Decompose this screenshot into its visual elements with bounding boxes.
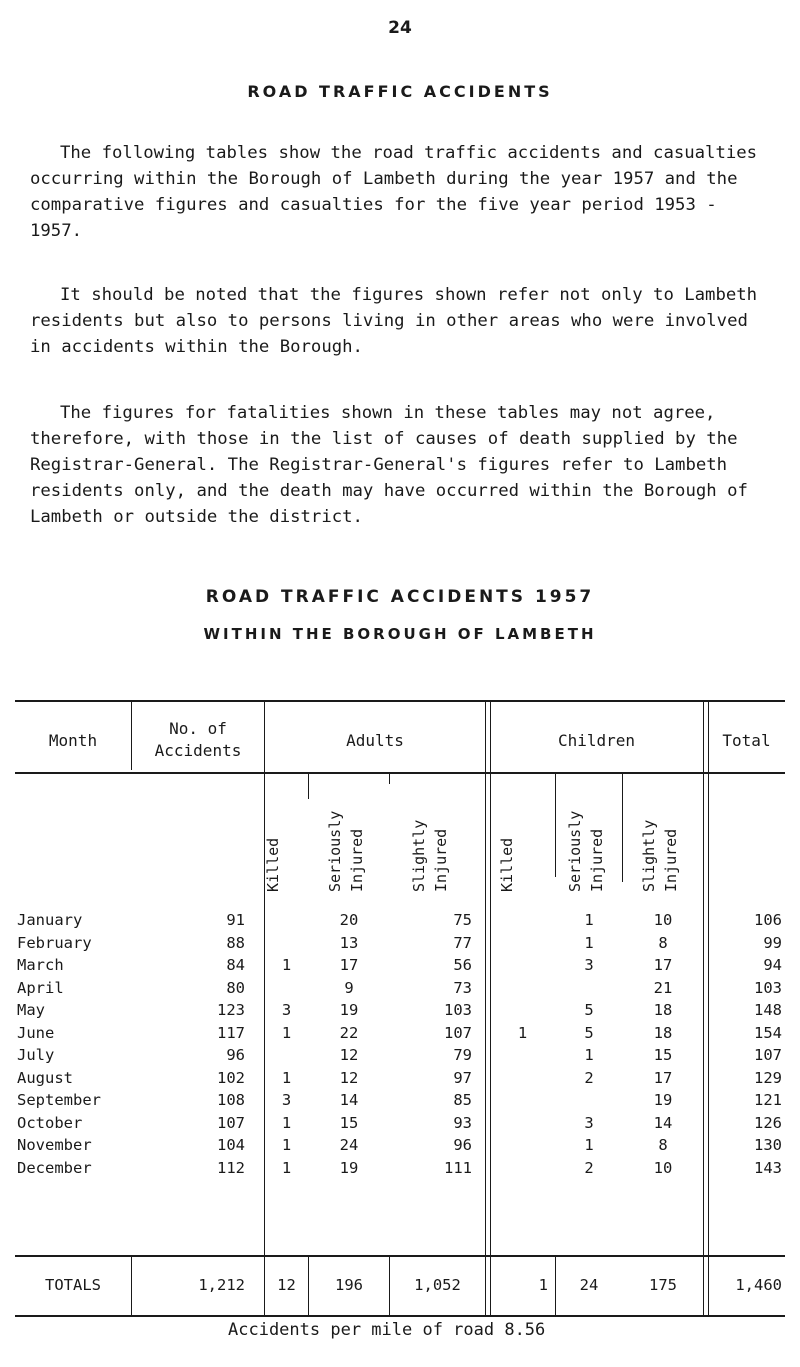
cell-child-slight: 8 [658, 1136, 668, 1154]
cell-child-serious: 5 [584, 1023, 594, 1042]
table-subtitle: WITHIN THE BOROUGH OF LAMBETH [203, 625, 597, 643]
cell-adult-killed: 1 [281, 1136, 292, 1154]
cell-month: February [17, 933, 92, 952]
subheader-child-serious [564, 772, 612, 892]
cell-total: 103 [754, 978, 782, 997]
cell-child-serious: 2 [584, 1068, 594, 1087]
subheader-adult-slight-line2: Injured [432, 828, 450, 892]
header-month: Month [48, 731, 98, 750]
totals-adult-serious: 196 [335, 1276, 363, 1294]
cell-total: 129 [754, 1068, 782, 1087]
header-accidents-line1: No. of [169, 719, 227, 738]
cell-adult-slight: 73 [453, 978, 472, 997]
footer-note: Accidents per mile of road 8.56 [228, 1320, 546, 1340]
totals-child-slight: 175 [649, 1276, 677, 1294]
page-title: ROAD TRAFFIC ACCIDENTS [247, 82, 553, 101]
cell-month: June [17, 1023, 55, 1042]
cell-month: November [17, 1136, 92, 1154]
subheader-child-serious-line2: Injured [588, 828, 606, 892]
cell-adult-slight: 103 [444, 1001, 472, 1019]
cell-adult-slight: 96 [453, 1136, 472, 1154]
cell-child-slight: 8 [658, 933, 668, 952]
cell-child-slight: 18 [653, 1023, 673, 1042]
cell-child-serious: 1 [584, 911, 594, 929]
cell-child-killed: 1 [517, 1023, 528, 1042]
divider-child-serious [622, 772, 623, 882]
cell-child-slight: 19 [653, 1091, 673, 1109]
cell-total: 143 [754, 1158, 782, 1177]
cell-adult-killed: 3 [281, 1091, 292, 1109]
cell-adult-serious: 14 [339, 1091, 359, 1109]
page-number: 24 [388, 18, 412, 38]
cell-adult-killed: 1 [281, 1113, 292, 1132]
cell-total: 99 [763, 933, 782, 952]
cell-adult-serious: 19 [339, 1001, 359, 1019]
cell-total: 106 [754, 911, 782, 929]
totals-accidents: 1,212 [198, 1276, 245, 1294]
cell-accidents: 102 [217, 1068, 245, 1087]
header-total: Total [722, 731, 771, 750]
divider-adults-children [485, 700, 491, 1315]
subheader-adult-serious-line2: Injured [348, 828, 366, 892]
cell-adult-killed: 1 [281, 956, 292, 974]
header-adults: Adults [346, 731, 404, 750]
cell-adult-killed: 1 [281, 1158, 292, 1177]
cell-month: September [17, 1091, 101, 1109]
cell-adult-serious: 9 [344, 978, 354, 997]
totals-adult-killed: 12 [277, 1276, 296, 1294]
cell-adult-serious: 15 [339, 1113, 359, 1132]
cell-child-serious: 3 [584, 956, 594, 974]
cell-adult-serious: 13 [339, 933, 359, 952]
cell-adult-serious: 12 [339, 1068, 359, 1087]
cell-child-slight: 21 [653, 978, 673, 997]
cell-adult-killed: 1 [281, 1023, 292, 1042]
cell-accidents: 84 [226, 956, 245, 974]
cell-accidents: 108 [217, 1091, 245, 1109]
cell-adult-serious: 17 [339, 956, 359, 974]
divider-child-killed [555, 772, 556, 877]
cell-total: 94 [763, 956, 782, 974]
cell-adult-slight: 75 [453, 911, 472, 929]
table-title: ROAD TRAFFIC ACCIDENTS 1957 [205, 587, 595, 607]
cell-month: December [17, 1158, 92, 1177]
cell-accidents: 123 [217, 1001, 245, 1019]
cell-accidents: 96 [226, 1046, 245, 1064]
cell-child-serious: 1 [584, 933, 594, 952]
cell-month: January [17, 911, 83, 929]
subheader-child-slight-line1: Slightly [640, 819, 658, 892]
cell-adult-serious: 22 [339, 1023, 359, 1042]
cell-child-serious: 2 [584, 1158, 594, 1177]
cell-child-slight: 18 [653, 1001, 673, 1019]
cell-adult-slight: 93 [453, 1113, 472, 1132]
subheader-child-serious-line1: Seriously [566, 810, 584, 892]
cell-total: 154 [754, 1023, 782, 1042]
cell-adult-slight: 79 [453, 1046, 472, 1064]
cell-child-serious: 1 [584, 1046, 594, 1064]
totals-total: 1,460 [735, 1276, 782, 1294]
cell-accidents: 91 [226, 911, 245, 929]
cell-total: 126 [754, 1113, 782, 1132]
cell-total: 148 [754, 1001, 782, 1019]
cell-adult-slight: 77 [453, 933, 472, 952]
cell-month: August [17, 1068, 73, 1087]
cell-accidents: 117 [217, 1023, 245, 1042]
cell-total: 121 [754, 1091, 782, 1109]
cell-child-slight: 17 [653, 1068, 673, 1087]
cell-month: May [17, 1001, 45, 1019]
cell-month: October [17, 1113, 83, 1132]
cell-accidents: 88 [226, 933, 245, 952]
divider-adult-serious [389, 772, 390, 784]
subheader-child-slight [638, 772, 686, 892]
subheader-adult-slight [408, 772, 456, 892]
cell-adult-serious: 19 [339, 1158, 359, 1177]
cell-child-slight: 10 [653, 1158, 673, 1177]
subheader-child-slight-line2: Injured [662, 828, 680, 892]
cell-child-serious: 3 [584, 1113, 594, 1132]
cell-adult-serious: 20 [339, 911, 359, 929]
cell-month: March [17, 956, 64, 974]
cell-child-serious: 5 [584, 1001, 594, 1019]
header-children: Children [557, 731, 636, 750]
subheader-adult-slight-line1: Slightly [410, 819, 428, 892]
cell-adult-killed: 3 [281, 1001, 292, 1019]
cell-accidents: 80 [226, 978, 245, 997]
subheader-adult-serious [324, 772, 372, 892]
cell-child-serious: 1 [584, 1136, 594, 1154]
cell-adult-slight: 107 [444, 1023, 472, 1042]
totals-child-killed: 1 [538, 1276, 548, 1294]
paragraph-intro: The following tables show the road traffic accidents and casualties occurring within the Borough of Lambeth during the year 1957 and the comparative figures and casualties for the five year period 1953 - 1957. [30, 143, 758, 241]
totals-label: TOTALS [45, 1276, 101, 1294]
subheader-child-killed: Killed [498, 837, 516, 892]
header-accidents-line2: Accidents [154, 741, 242, 760]
cell-adult-serious: 12 [339, 1046, 359, 1064]
cell-accidents: 104 [217, 1136, 245, 1154]
cell-adult-slight: 85 [453, 1091, 472, 1109]
cell-adult-slight: 56 [453, 956, 472, 974]
subheader-adult-killed: Killed [264, 837, 282, 892]
cell-child-slight: 10 [653, 911, 673, 929]
accidents-table [15, 700, 785, 1320]
cell-total: 107 [754, 1046, 782, 1064]
totals-child-serious: 24 [579, 1276, 599, 1294]
paragraph-fatalities: The figures for fatalities shown in these tables may not agree, therefore, with those in the list of causes of death supplied by the Registrar-General. The Registrar-General's figures refer to Lambeth residents only, and the death may have occurred within the Borough of Lambeth or outside the district. [30, 403, 748, 527]
cell-child-slight: 15 [653, 1046, 673, 1064]
cell-accidents: 107 [217, 1113, 245, 1132]
subheader-adult-serious-line1: Seriously [326, 810, 344, 892]
cell-month: July [17, 1046, 55, 1064]
paragraph-residents: It should be noted that the figures shown refer not only to Lambeth residents but also to persons living in other areas who were involved in accidents within the Borough. [30, 285, 758, 357]
cell-month: April [17, 978, 64, 997]
cell-accidents: 112 [217, 1158, 245, 1177]
cell-adult-slight: 111 [444, 1158, 472, 1177]
cell-adult-slight: 97 [453, 1068, 472, 1087]
table-bottom-rule [15, 1315, 785, 1317]
cell-child-slight: 14 [653, 1113, 673, 1132]
header-accidents [132, 718, 264, 762]
cell-adult-killed: 1 [281, 1068, 292, 1087]
cell-total: 130 [754, 1136, 782, 1154]
totals-adult-slight: 1,052 [414, 1276, 461, 1294]
cell-adult-serious: 24 [339, 1136, 359, 1154]
cell-child-slight: 17 [653, 956, 673, 974]
